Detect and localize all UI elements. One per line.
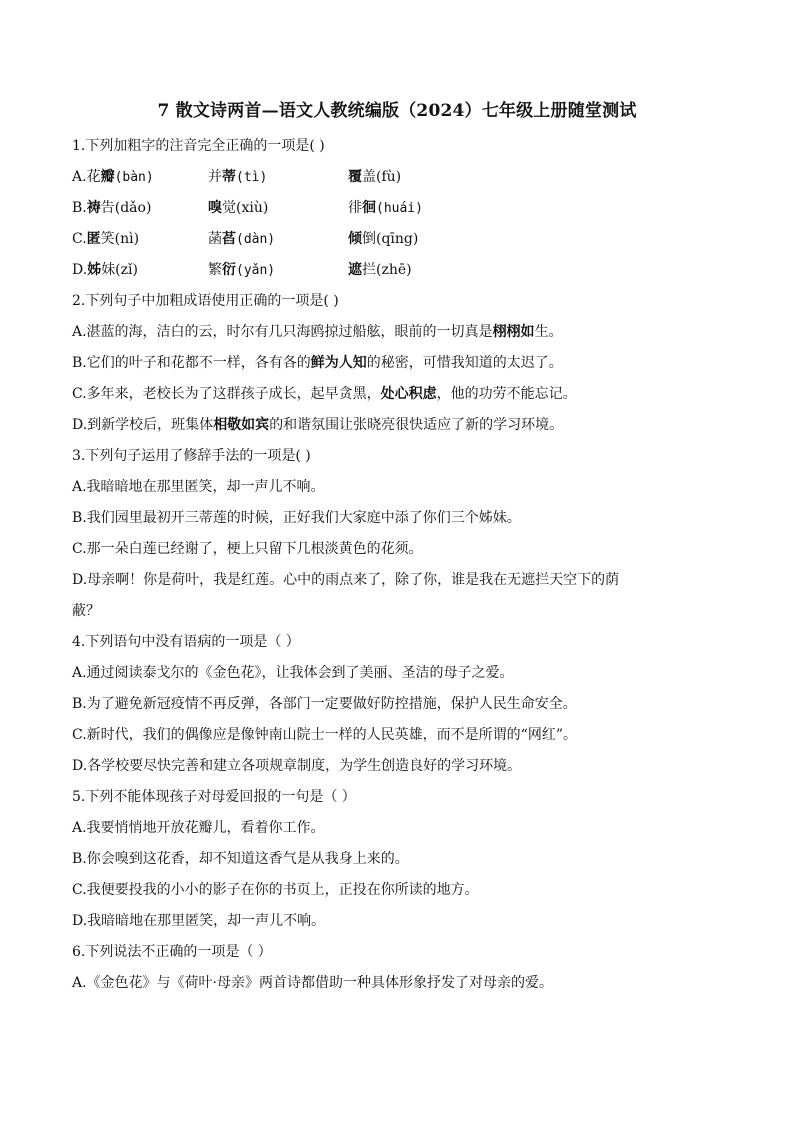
q4-option-c[interactable]: C.新时代，我们的偶像应是像钟南山院士一样的人民英雄，而不是所谓的“网红”。 (72, 727, 577, 743)
question-2-stem: 2.下列句子中加粗成语使用正确的一项是( ) (72, 293, 339, 309)
q4-option-a[interactable]: A.通过阅读泰戈尔的《金色花》，让我体会到了美丽、圣洁的母子之爱。 (72, 665, 514, 681)
q3-option-b[interactable]: B.我们园里最初开三蒂莲的时候，正好我们大家庭中添了你们三个姊妹。 (72, 510, 521, 526)
q1-option-a-word-3: 覆盖(fù) (348, 169, 402, 185)
q1-option-a[interactable]: A.花瓣(bàn) (72, 169, 154, 185)
q3-option-a[interactable]: A.我暗暗地在那里匿笑，却一声儿不响。 (72, 479, 325, 495)
q1-option-d[interactable]: D.姊妹(zǐ) (72, 262, 138, 278)
q1-option-a-word-2: 并蒂(tì) (208, 169, 268, 185)
question-4-stem: 4.下列语句中没有语病的一项是（ ） (72, 634, 300, 650)
q1-option-d-word-3: 遮拦(zhē) (348, 262, 412, 278)
question-5-stem: 5.下列不能体现孩子对母爱回报的一句是（ ） (72, 789, 356, 805)
q4-option-d[interactable]: D.各学校要尽快完善和建立各项规章制度，为学生创造良好的学习环境。 (72, 758, 522, 774)
q2-option-c[interactable]: C.多年来，老校长为了这群孩子成长，起早贪黑，处心积虑，他的功劳不能忘记。 (72, 386, 577, 402)
q2-option-d[interactable]: D.到新学校后，班集体相敬如宾的和谐氛围让张晓亮很快适应了新的学习环境。 (72, 417, 564, 433)
q1-option-b-word-2: 嗅觉(xiù) (208, 200, 269, 216)
q5-option-d[interactable]: D.我暗暗地在那里匿笑，却一声儿不响。 (72, 913, 326, 929)
q1-option-b-word-3: 徘徊(huái) (348, 200, 423, 216)
q1-option-c-word-3: 倾倒(qīng) (348, 231, 419, 247)
question-6-stem: 6.下列说法不正确的一项是（ ） (72, 944, 272, 960)
q1-option-d-word-2: 繁衍(yǎn) (208, 262, 276, 278)
q3-option-c[interactable]: C.那一朵白莲已经谢了，梗上只留下几根淡黄色的花须。 (72, 541, 423, 557)
q2-option-b[interactable]: B.它们的叶子和花都不一样，各有各的鲜为人知的秘密，可惜我知道的太迟了。 (72, 355, 563, 371)
q1-option-c-word-2: 菡萏(dàn) (208, 231, 276, 247)
q5-option-b[interactable]: B.你会嗅到这花香，却不知道这香气是从我身上来的。 (72, 851, 409, 867)
question-1-stem: 1.下列加粗字的注音完全正确的一项是( ) (72, 138, 325, 154)
page-title: 7 散文诗两首—语文人教统编版（2024）七年级上册随堂测试 (157, 101, 637, 121)
q1-option-c[interactable]: C.匿笑(nì) (72, 231, 140, 247)
q2-option-a[interactable]: A.湛蓝的海，洁白的云，时尔有几只海鸥掠过船舷，眼前的一切真是栩栩如生。 (72, 324, 563, 340)
question-3-stem: 3.下列句子运用了修辞手法的一项是( ) (72, 448, 311, 464)
q6-option-a[interactable]: A.《金色花》与《荷叶·母亲》两首诗都借助一种具体形象抒发了对母亲的爱。 (72, 975, 554, 991)
q3-option-d-continued: 蔽？ (72, 603, 100, 619)
q5-option-c[interactable]: C.我便要投我的小小的影子在你的书页上，正投在你所读的地方。 (72, 882, 479, 898)
q4-option-b[interactable]: B.为了避免新冠疫情不再反弹，各部门一定要做好防控措施，保护人民生命安全。 (72, 696, 577, 712)
q3-option-d[interactable]: D.母亲啊！你是荷叶，我是红莲。心中的雨点来了，除了你，谁是我在无遮拦天空下的荫 (72, 572, 620, 588)
q5-option-a[interactable]: A.我要悄悄地开放花瓣儿，看着你工作。 (72, 820, 325, 836)
q1-option-b[interactable]: B.祷告(dǎo) (72, 200, 152, 216)
